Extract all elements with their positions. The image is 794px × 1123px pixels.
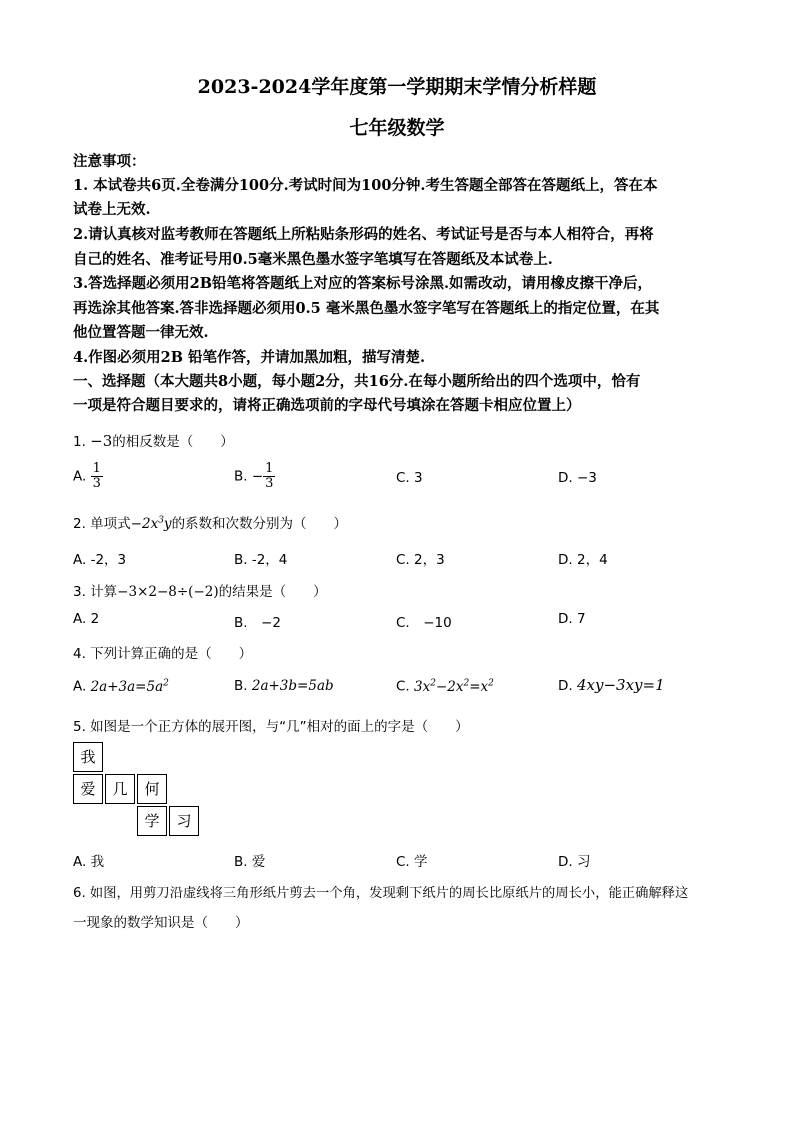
minus-sign: −	[251, 468, 264, 485]
expr-part: −2x	[130, 516, 159, 532]
fraction-numerator: 1	[92, 461, 101, 476]
option-d: D. 7	[558, 611, 586, 627]
option-b: B. 爱	[234, 854, 266, 870]
option-c: C. 2，3	[396, 552, 445, 568]
question-6-continued: 一现象的数学知识是（ ）	[73, 915, 249, 931]
exponent: 2	[430, 678, 436, 688]
option-c	[396, 678, 494, 695]
option-expression: 2a+3b=5ab	[251, 678, 334, 694]
notice-line: 3.答选择题必须用2B铅笔将答题纸上对应的答案标号涂黑.如需改动，请用橡皮擦干净后，	[73, 275, 653, 292]
question-text: 的相反数是（ ）	[112, 434, 234, 450]
notice-heading: 注意事项：	[73, 153, 146, 170]
expr-part: y	[163, 516, 172, 532]
net-cell-he: 何	[137, 774, 167, 804]
expr-part: =x	[469, 678, 489, 695]
option-a: A. 2	[73, 611, 100, 627]
option-label: D.	[558, 678, 573, 694]
net-cell-ji: 几	[105, 774, 135, 804]
option-label: A.	[73, 678, 87, 695]
option-a: A. 我	[73, 854, 105, 870]
option-c: C. 3	[396, 470, 423, 486]
option-b: B. −2	[234, 615, 281, 631]
question-text: 2. 单项式	[73, 516, 131, 532]
option-expression	[414, 679, 494, 695]
expr-part: 2a+3a=5a	[90, 678, 164, 695]
option-c: C. 学	[396, 854, 428, 870]
option-label: A.	[73, 468, 87, 485]
question-1	[73, 430, 234, 450]
exponent: 2	[163, 678, 169, 688]
question-4: 4. 下列计算正确的是（ ）	[73, 646, 253, 662]
option-d	[558, 676, 665, 694]
question-expression	[131, 516, 172, 532]
fraction-denominator: 3	[265, 476, 274, 491]
question-expression: −3	[90, 432, 113, 450]
notice-line: 4.作图必须用2B 铅笔作答，并请加黑加粗，描写清楚.	[73, 349, 426, 366]
option-label: C.	[396, 678, 410, 695]
section-heading: 一项是符合题目要求的，请将正确选项前的字母代号填涂在答题卡相应位置上）	[73, 397, 581, 414]
option-c: C. −10	[396, 615, 452, 631]
option-a: A. -2，3	[73, 552, 127, 568]
option-label: B.	[234, 468, 248, 485]
option-a	[73, 678, 169, 695]
exponent: 2	[463, 678, 470, 688]
notice-line: 自己的姓名、准考证号用0.5毫米黑色墨水签字笔填写在答题纸及本试卷上.	[73, 251, 553, 268]
notice-line: 再选涂其他答案.答非选择题必须用0.5 毫米黑色墨水签字笔写在答题纸上的指定位置，在其	[73, 300, 660, 317]
option-d: D. −3	[558, 470, 597, 486]
notice-line: 2.请认真核对监考教师在答题纸上所粘贴条形码的姓名、考试证号是否与本人相符合，再将	[73, 226, 654, 243]
question-expression: −3×2−8÷(−2)	[117, 584, 219, 600]
fraction	[263, 462, 275, 491]
question-5: 5. 如图是一个正方体的展开图，与“几”相对的面上的字是（ ）	[73, 719, 469, 735]
question-number: 1.	[73, 434, 91, 450]
question-6: 6. 如图，用剪刀沿虚线将三角形纸片剪去一个角，发现剩下纸片的周长比原纸片的周长小，能正确解释这	[73, 886, 689, 901]
exponent: 2	[488, 678, 494, 688]
option-b: B. -2，4	[234, 552, 288, 568]
net-cell-xi: 习	[169, 806, 199, 836]
expr-part: −2x	[435, 678, 464, 695]
notice-line: 他位置答题一律无效.	[73, 324, 209, 341]
net-cell-ai: 爱	[73, 774, 103, 804]
net-cell-wo: 我	[73, 742, 103, 772]
question-text: 的系数和次数分别为（ ）	[171, 516, 348, 532]
net-cell-xue: 学	[137, 806, 167, 836]
exponent: 3	[158, 515, 164, 526]
fraction-denominator: 3	[92, 476, 101, 491]
option-b	[234, 462, 275, 491]
fraction-numerator: 1	[265, 461, 274, 476]
option-b	[234, 678, 334, 694]
notice-line: 1. 本试卷共6页.全卷满分100分.考试时间为100分钟.考生答题全部答在答题纸上，答在本	[73, 177, 658, 194]
option-d: D. 2，4	[558, 552, 608, 568]
section-heading: 一、选择题（本大题共8小题，每小题2分，共16分.在每小题所给出的四个选项中，恰有	[73, 373, 641, 390]
option-label: B.	[234, 678, 248, 694]
notice-line: 试卷上无效.	[73, 201, 151, 218]
question-2	[73, 512, 347, 532]
expr-part: 3x	[414, 678, 431, 695]
question-3	[73, 580, 327, 600]
option-d: D. 习	[558, 854, 591, 870]
option-expression	[91, 679, 169, 695]
option-expression: 4xy−3xy=1	[576, 676, 665, 694]
exam-subtitle: 七年级数学	[349, 117, 445, 139]
exam-title: 2023-2024学年度第一学期期末学情分析样题	[197, 76, 597, 98]
question-text: 3. 计算	[73, 584, 118, 600]
cube-net-figure	[73, 742, 203, 838]
question-text: 的结果是（ ）	[218, 584, 327, 600]
fraction	[91, 462, 103, 491]
option-a	[73, 462, 103, 491]
